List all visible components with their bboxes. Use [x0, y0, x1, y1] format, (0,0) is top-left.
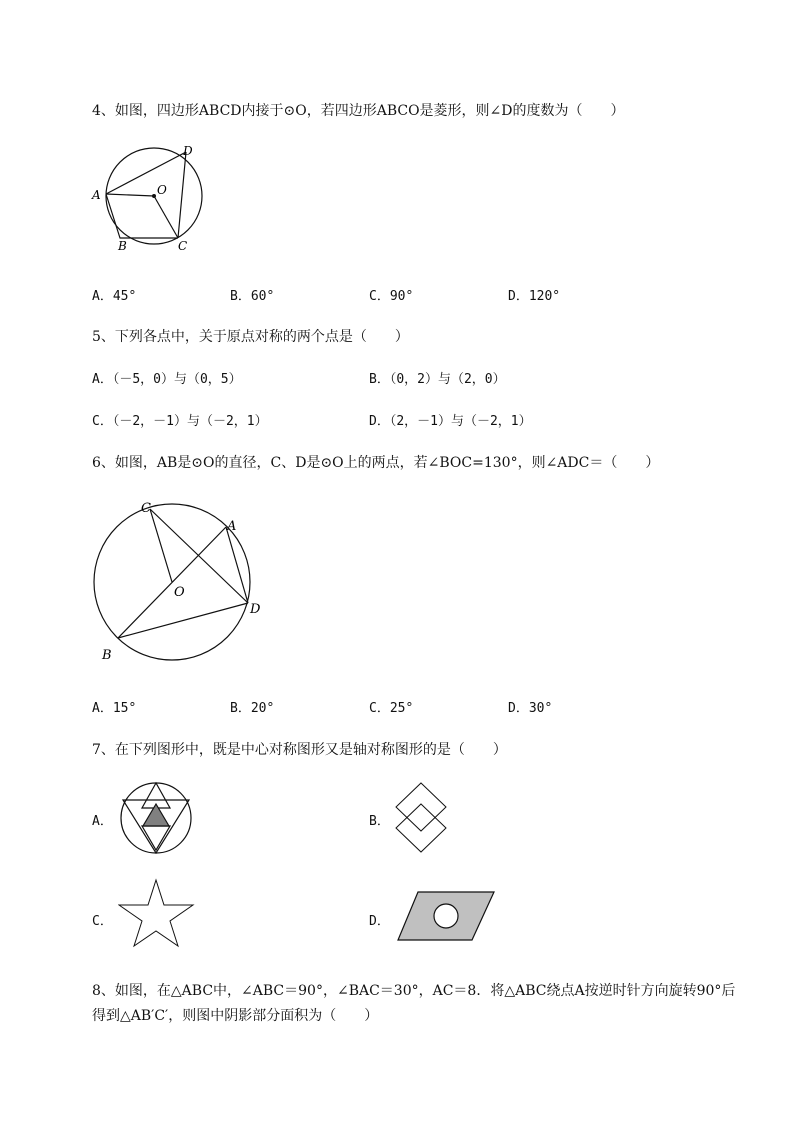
q4-side-ab-bc [106, 194, 178, 238]
q7-figure-b [394, 780, 450, 856]
q7-figure-a [118, 780, 194, 856]
q4-side-ao [106, 194, 154, 196]
q4-side-ad [106, 152, 186, 194]
q4-center-dot [152, 194, 156, 198]
q4-option-b: B．60° [230, 289, 275, 304]
q4-side-dc [178, 152, 186, 238]
q6-label-a: A [227, 519, 237, 534]
q4-label-o: O [157, 183, 167, 197]
q7d-hole [434, 904, 458, 928]
q7-stem: 7、在下列图形中，既是中心对称图形又是轴对称图形的是（ ） [92, 742, 507, 758]
q4-label-b: B [118, 239, 127, 253]
q6-figure [88, 495, 268, 665]
q6-option-c: C．25° [369, 701, 414, 716]
q4-label-c: C [178, 239, 188, 253]
q4-option-d: D．120° [508, 289, 561, 304]
q6-option-a: A．15° [92, 701, 137, 716]
q6-stem: 6、如图，AB是⊙O的直径，C、D是⊙O上的两点，若∠BOC=130°，则∠ADC＝（ ） [92, 455, 660, 471]
q7-option-b-label: B． [369, 814, 390, 829]
q7-figure-d [396, 890, 498, 942]
q5-option-b: B．（0，2）与（2，0） [369, 372, 506, 387]
q4-label-d: D [183, 144, 193, 158]
q7-option-d-label: D． [369, 914, 390, 929]
q6-diameter-ab [118, 527, 226, 638]
q6-option-d: D．30° [508, 701, 553, 716]
q7-option-a-label: A． [92, 814, 113, 829]
q5-stem: 5、下列各点中，关于原点对称的两个点是（ ） [92, 329, 409, 345]
q5-option-d: D．（2，－1）与（－2，1） [369, 414, 532, 429]
q5-option-a: A．（－5，0）与（0，5） [92, 372, 242, 387]
q5-option-c: C．（－2，－1）与（－2，1） [92, 414, 268, 429]
q4-stem: 4、如图，四边形ABCD内接于⊙O，若四边形ABCO是菱形，则∠D的度数为（ ） [92, 103, 625, 119]
q4-figure [88, 140, 218, 255]
q6-label-c: C [141, 501, 151, 516]
q6-line-bd [118, 603, 248, 638]
q8-stem-line2: 得到△AB′C′，则图中阴影部分面积为（ ） [92, 1008, 379, 1024]
q4-side-oc [154, 196, 178, 238]
q7b-upper-square [396, 783, 446, 831]
q7a-shaded-triangle [143, 804, 169, 826]
q6-label-b: B [102, 648, 112, 663]
q4-option-c: C．90° [369, 289, 414, 304]
q6-label-d: D [250, 602, 261, 617]
q4-option-a: A．45° [92, 289, 137, 304]
q4-label-a: A [92, 188, 101, 202]
q8-stem-line1: 8、如图，在△ABC中，∠ABC＝90°，∠BAC＝30°，AC＝8．将△ABC绕点A按逆时针方向旋转90°后 [92, 983, 736, 999]
q6-label-o: O [174, 585, 185, 600]
q7-figure-c [118, 878, 196, 950]
q7b-lower-square [396, 804, 446, 852]
q7c-star [119, 880, 193, 946]
q7-option-c-label: C． [92, 914, 113, 929]
q6-option-b: B．20° [230, 701, 275, 716]
